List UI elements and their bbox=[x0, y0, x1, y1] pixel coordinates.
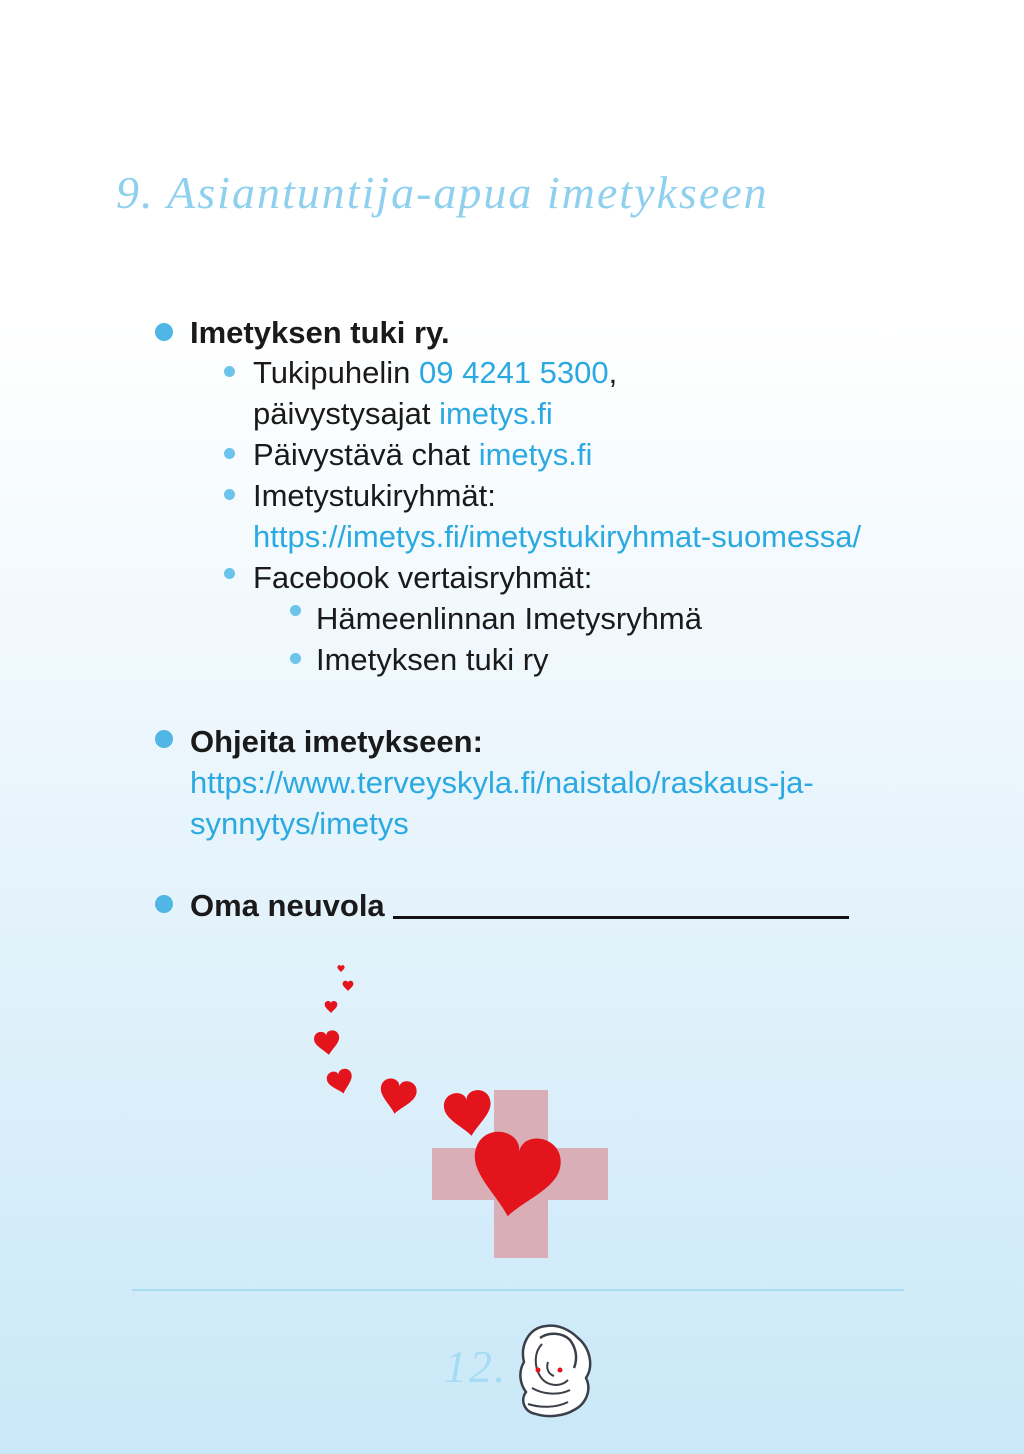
page-number: 12. bbox=[444, 1341, 508, 1392]
bullet-icon bbox=[224, 568, 235, 579]
bullet-icon bbox=[155, 730, 173, 748]
bullet-icon bbox=[155, 323, 173, 341]
footer-divider bbox=[132, 1289, 904, 1291]
heart-icon bbox=[377, 1077, 418, 1117]
mother-child-logo-icon bbox=[512, 1318, 596, 1422]
clinic-label: Oma neuvola bbox=[190, 888, 385, 923]
phone-label: Tukipuhelin bbox=[253, 355, 420, 390]
groups-link[interactable]: https://imetys.fi/imetystukiryhmat-suomessa/ bbox=[253, 519, 862, 554]
chat-label: Päivystävä chat bbox=[253, 437, 479, 472]
guides-link-line1[interactable]: https://www.terveyskyla.fi/naistalo/raskaus-ja- bbox=[190, 765, 814, 800]
guides-link-line2[interactable]: synnytys/imetys bbox=[190, 806, 409, 841]
medical-cross-icon bbox=[432, 1090, 608, 1258]
heart-icon bbox=[325, 1001, 338, 1013]
hours-label: päivystysajat bbox=[253, 396, 440, 431]
phone-number-link[interactable]: 09 4241 5300 bbox=[419, 355, 609, 390]
phone-suffix: , bbox=[608, 355, 618, 390]
heart-icon bbox=[465, 1128, 564, 1224]
heart-icon bbox=[442, 1089, 495, 1139]
support-heading: Imetyksen tuki ry. bbox=[190, 315, 450, 350]
clinic-blank-field bbox=[393, 890, 849, 919]
clinic-line bbox=[190, 885, 849, 926]
chat-line bbox=[253, 434, 592, 475]
heart-icon bbox=[343, 981, 354, 991]
bullet-icon bbox=[224, 489, 235, 500]
chat-link[interactable]: imetys.fi bbox=[478, 437, 593, 472]
heart-icon bbox=[325, 1067, 356, 1097]
guides-heading: Ohjeita imetykseen: bbox=[190, 724, 483, 759]
bullet-icon bbox=[290, 653, 301, 664]
phone-line bbox=[253, 352, 617, 393]
bullet-icon bbox=[290, 605, 301, 616]
page-title: 9. Asiantuntija-apua imetykseen bbox=[116, 167, 769, 218]
bullet-icon bbox=[224, 366, 235, 377]
facebook-group-item: Hämeenlinnan Imetysryhmä bbox=[316, 601, 702, 636]
bullet-icon bbox=[155, 895, 173, 913]
hours-link[interactable]: imetys.fi bbox=[439, 396, 553, 431]
facebook-label: Facebook vertaisryhmät: bbox=[253, 560, 593, 595]
heart-icon bbox=[337, 965, 344, 972]
facebook-group-item: Imetyksen tuki ry bbox=[316, 642, 549, 677]
bullet-icon bbox=[224, 448, 235, 459]
hours-line bbox=[253, 393, 553, 434]
heart-icon bbox=[313, 1029, 341, 1056]
groups-label: Imetystukiryhmät: bbox=[253, 478, 496, 513]
